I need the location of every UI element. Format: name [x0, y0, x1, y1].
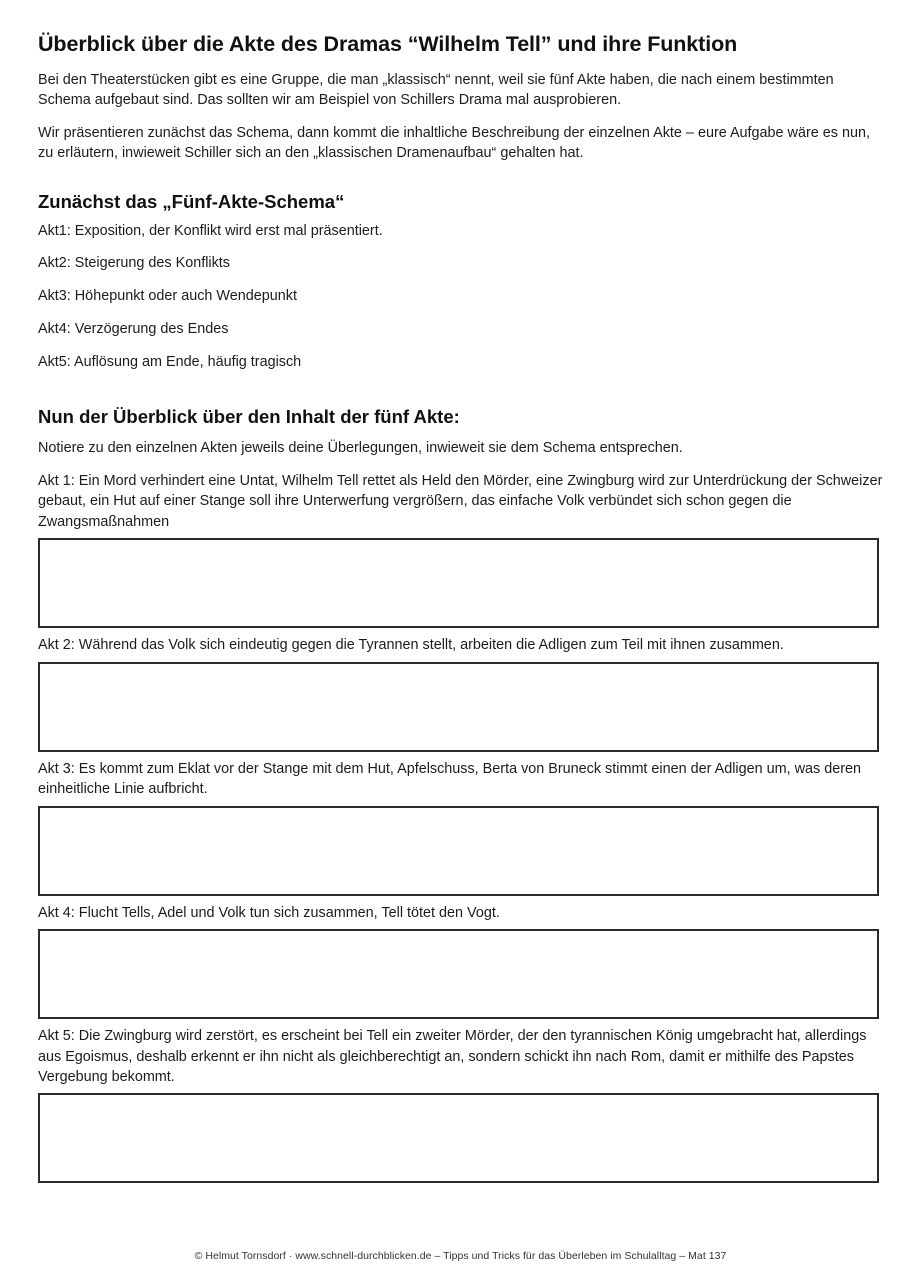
page-title: Überblick über die Akte des Dramas “Wilhelm Tell” und ihre Funktion — [38, 32, 738, 56]
intro-paragraph-1: Bei den Theaterstücken gibt es eine Gruppe, die man „klassisch“ nennt, weil sie fünf Akte haben, die nach einem bestimmten Schema aufgebaut sind. Das sollten wir am Beispiel von Schillers Drama mal ausprobieren. — [38, 71, 834, 109]
schema-line-akt4: Akt4: Verzögerung des Endes — [38, 320, 229, 337]
page-footer: © Helmut Tornsdorf · www.schnell-durchblicken.de – Tipps und Tricks für das Überleben im Schulalltag – Mat 137 — [194, 1250, 727, 1262]
overview-instruction: Notiere zu den einzelnen Akten jeweils deine Überlegungen, inwieweit sie dem Schema entsprechen. — [38, 440, 683, 457]
schema-section-heading: Zunächst das „Fünf-Akte-Schema“ — [38, 190, 345, 212]
document-content — [38, 32, 883, 1190]
akt-2-answer-box[interactable] — [38, 662, 879, 752]
schema-line-akt3: Akt3: Höhepunkt oder auch Wendepunkt — [38, 288, 297, 305]
akt-block-2 — [38, 635, 883, 751]
overview-section-heading: Nun der Überblick über den Inhalt der fünf Akte: — [38, 406, 460, 428]
akt-block-3 — [38, 759, 883, 896]
akt-5-answer-box[interactable] — [38, 1093, 879, 1183]
akt-3-answer-box[interactable] — [38, 806, 879, 896]
intro-paragraph-2: Wir präsentieren zunächst das Schema, dann kommt die inhaltliche Beschreibung der einzelnen Akte – eure Aufgabe wäre es nun, zu erläutern, inwieweit Schiller sich an den „klassischen Dramenaufbau“ gehalten hat. — [38, 124, 870, 162]
schema-line-akt2: Akt2: Steigerung des Konflikts — [38, 255, 230, 272]
akt-1-description: Akt 1: Ein Mord verhindert eine Untat, Wilhelm Tell rettet als Held den Mörder, eine Zwingburg wird zur Unterdrückung der Schweizer gebaut, ein Hut auf einer Stange soll ihre Unterwerfung vergrößern, das einfache Volk verbündet sich schon gegen die Zwangsmaßnahmen — [38, 472, 883, 530]
akt-4-answer-box[interactable] — [38, 929, 879, 1019]
akt-block-1 — [38, 471, 883, 628]
schema-line-akt5: Akt5: Auflösung am Ende, häufig tragisch — [38, 353, 302, 370]
akt-4-description: Akt 4: Flucht Tells, Adel und Volk tun sich zusammen, Tell tötet den Vogt. — [38, 904, 500, 921]
schema-line-akt1: Akt1: Exposition, der Konflikt wird erst mal präsentiert. — [38, 222, 383, 239]
akt-3-description: Akt 3: Es kommt zum Eklat vor der Stange mit dem Hut, Apfelschuss, Berta von Bruneck stimmt einen der Adligen um, was deren einheitliche Linie aufbricht. — [38, 760, 862, 798]
akt-2-description: Akt 2: Während das Volk sich eindeutig gegen die Tyrannen stellt, arbeiten die Adligen zum Teil mit ihnen zusammen. — [38, 637, 784, 654]
akt-5-description: Akt 5: Die Zwingburg wird zerstört, es erscheint bei Tell ein zweiter Mörder, der den tyrannischen König umgebracht hat, allerdings aus Egoismus, deshalb erkennt er ihn nicht als gleichberechtigt an, sondern schickt ihn nach Rom, damit er mithilfe des Papstes Vergebung bekommt. — [38, 1028, 867, 1085]
akt-block-5 — [38, 1026, 883, 1183]
akt-block-4 — [38, 903, 883, 1019]
akt-1-answer-box[interactable] — [38, 538, 879, 628]
